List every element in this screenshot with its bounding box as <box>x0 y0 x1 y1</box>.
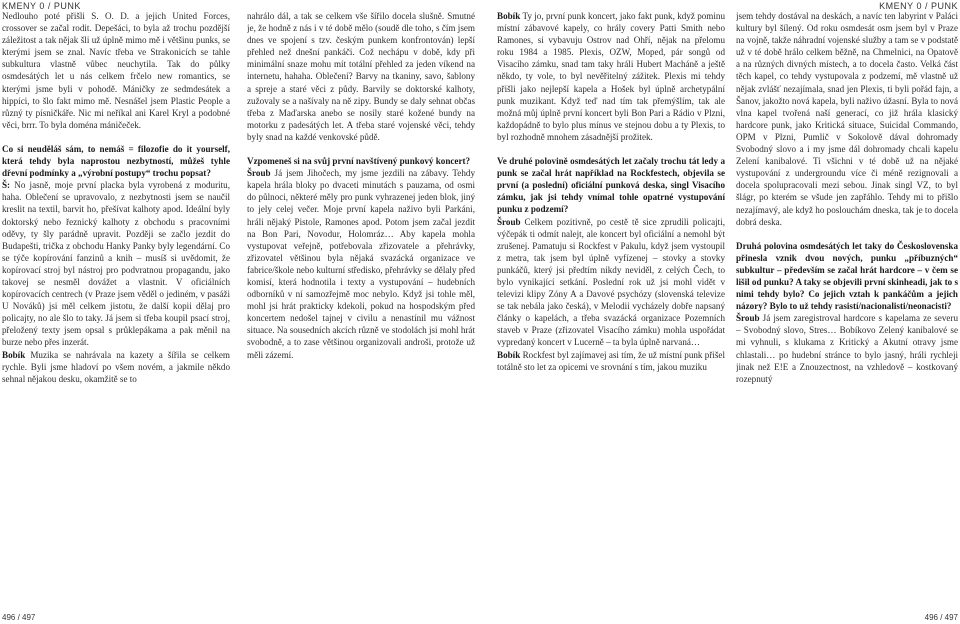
interview-question: Co si neuděláš sám, to nemáš = filozofie do it yourself, která tehdy byla naprostou nezbytností, můžeš tyhle dřevní podmínky a „výrobní postupy“ trochu popsat? <box>2 143 230 179</box>
speaker-name: Šroub <box>497 216 521 227</box>
interview-answer <box>2 179 230 348</box>
interview-answer <box>2 349 230 385</box>
answer-text: Já jsem zaregistroval hardcore s kapelama ze severu – Svobodný slovo, Stres… Bobíkovo Zelený kanibalové se mi vyhnuli, s klukama z Kritický a Akutní otravy jsme chlastali… po hudební stránce to bylo jasný, hráli rychleji jinak než E!E a Znouzectnost, na vzhledově – kostkovaný rozepnutý <box>736 313 958 384</box>
interview-question: Druhá polovina osmdesátých let taky do Československa přinesla vznik dvou nových, punku „příbuzných“ subkultur – především se začal hrát hardcore – v čem se lišil od punku? A taky se objevili první skinheadi, jak to s nimi tehdy bylo? Co jejich vztah k pankáčům a jejich názory? Bylo to už tehdy rasistí/nacionalisti/neonacisti? <box>736 240 958 312</box>
speaker-name: Bobík <box>497 11 521 21</box>
text-column-4 <box>736 10 958 602</box>
body-paragraph: jsem tehdy dostával na deskách, a navíc ten labyrint v Paláci kultury byl šílený. Od roku osmdesát osm jsem byl v Praze na vojně, takže náhradní vojenské služby a tam se v podstatě už v té době hrálo celkem běžně, na Chmelnici, na Opatově a na různých divných místech, a to docela často. Velká část těch kapel, co tehdy vystupovala z podzemí, mě vlastně už nějak zvlášť nezajímala, snad jen Plexis, ti byli pořád fajn, a Šanov, jakožto nová kapela, byli naživo úžasní. Byla to nová vlna kapel tvořená naší generací, co již hrála klasický hardcore punk, jako Kritická situace, Suicidal Commando, OPM v Plzni, Pumlič v Sokolově dával dohromady Svobodný slovo a i my jsme dál dohromady chcali kapelu Zelení kanibalové. Ti všichni v té době už na nějaké vystupování z undergroundu více či méně rezignovali a docela spolupracovali mezi sebou. Jinak singl VZ, to byl šlágr, po kterém se všude jen zapřáhlo. Tehdy mi to přišlo nezajímavý, ale když ho poslouchám dneska, tak je to docela dobrá deska. <box>736 11 958 227</box>
body-paragraph: nahrálo dál, a tak se celkem vše šířilo docela slušně. Smutné je, že hodně z nás i v té době mělo (soudě dle toho, s čím jsem dnes ve spojení s tzv. českým punkem konfrontován) lepší přehled než dnešní pankáči. Což nechápu v době, kdy při minimální snaze mohu mít totální přehled za jeden víkend na internetu, hahaha. Oblečení? Barvy na tkaniny, savo, šablony a spreje a staré věci z půdy. Barvily se doktorské kalhoty, zužovaly se a našívaly na ně zipy. Bundy se daly sehnat občas třeba z Maďarska anebo se nosily staré kožené bundy na motorku z padesátých let. A třeba staré vojenské věci, tehdy byly snad na každé venkovské půdě. <box>247 11 475 142</box>
page-number-right: 496 / 497 <box>924 613 958 622</box>
answer-text: Muzika se nahrávala na kazety a šířila se celkem rychle. Byli jsme hladoví po všem novém, a jakmile někdo sehnal nějakou desku, okamžitě se to <box>2 349 230 384</box>
interview-answer <box>497 216 725 349</box>
interview-answer <box>497 349 725 373</box>
running-header-left: KMENY 0 / PUNK <box>2 1 81 11</box>
text-column-3 <box>497 10 725 602</box>
answer-text: Já jsem Jihočech, my jsme jezdili na zábavy. Tehdy kapela hrála bloky po dvaceti minutách s pauzama, od osmi do půlnoci, některé měly pro punk vyhrazenej jeden blok, jiný to jely celej večer. Moje první kapela naživo byli Parkáni, hráli nějaký Pistole, Ramones apod. Potom jsem začal jezdit na Bon Pari, Novodur, Holomráz… Aby kapela mohla vystupovat veřejně, potřebovala zřizovatele a přehrávky, zřizovatel většinou byla nějaká svazácká organizace ve fabrice/škole nebo kulturní středisko, přehrávky se dělaly před komisí, která hodnotila i texty a vystupování – hudebních odborníků v ní samozřejmě moc nebylo. Když jsi tohle měl, mohl jsi hrát prakticky kdekoli, pokud na hospodským před koncertem nedošel tajnej v civilu a nenastínil mu vážnost situace. Na sousedních akcích různě ve stodolách jsi mohl hrát svobodně, a to zase většinou organizovali androši, protože už měli zázemí. <box>247 168 475 360</box>
answer-text: Rockfest byl zajímavej asi tím, že už místní punk přišel totálně sto let za opicemi ve srovnání s tím, jakou muziku <box>497 349 725 372</box>
answer-text: Celkem pozitivně, po cestě tě sice zprudili policajti, výčepák ti odmít nalejt, ale koncert byl oficiální a nemohl být zrušenej. Pamatuju si Rockfest v Pakulu, když jsem vystoupil z metra, tak jsem byl úplně vyfízenej – stovky a stovky punkáčů, který jsi předtím nikdy neviděl, z celých Čech, to bylo vynikající setkání. Poslední rok už jsi mohl vidět v televizi klipy Zóny A a Davové psychózy (slovenská televize se tak nebála jako česká), v Melodii vycházely dobře napsaný články o kapelách, a třeba svazácká organizace Pozemních staveb v Praze (zřizovatel Visacího zámku) mohla uspořádat vypredaný koncert v Lucerně – ta byla úplně narvaná… <box>497 216 725 348</box>
answer-text: No jasně, moje první placka byla vyrobená z moduritu, haha. Oblečení se upravovalo, z nezbytnosti jsem se naučil kreslit na textil, barvit ho, přešívat kalhoty apod. Ideální byly doktorský nebo řeznický kalhoty z obchodu s pracovními oděvy, ty šly parádně upravit. Později se začlo jezdit do Budapešti, trička z obchodu Hanky Panky byly legendární. Co se týče kopírování fanzinů a knih – musíš si uvědomit, že kopírovací stroj byl nástroj pro podvratnou propagandu, jako takovej se nesměl dovážet a vlastnit. V oficiálních kopírovacích centrech (v Praze jsem věděl o jediném, v pasáži U Nováků) jsi měl celkem jistotu, že další kopii dělaj pro policajty, no ale šlo to taky. Já jsem si třeba koupil psací stroj, přeložený texty jsem opsal s průklepákama a pak měnil na burze nebo přes inzerát. <box>2 180 230 348</box>
speaker-name: Bobík <box>497 349 521 360</box>
text-column-2 <box>247 10 475 602</box>
body-paragraph: Nedlouho poté přišli S. O. D. a jejich United Forces, crossover se začal rodit. Depešáci, to byla až trochu pozdější záležitost a tak nějak šli už úplně mimo mě i většinu punks, se kterými jsem se znal. Navíc třeba ve Strakonicích se tahle subkultura vlastně vůbec neuchytila. Tak do půlky osmdesátých let u nás celkem frčelo new romantics, se kterými jsme byli v pohodě. Máničky ze sedmdesátek a hippíci, to šlo fakt mimo mě. Nesnášel jsem Plastic People a různý ty písničkáře. Nic mi neříkal ani Karel Kryl a podobné věci, brrr. To byla doména máničeček. <box>2 11 230 130</box>
running-header-right: KMENY 0 / PUNK <box>879 1 958 11</box>
interview-question: Vzpomeneš si na svůj první navštívený punkový koncert? <box>247 156 471 167</box>
speaker-name: Š: <box>2 180 11 191</box>
interview-answer <box>497 10 725 143</box>
page-number-left: 496 / 497 <box>2 613 36 622</box>
answer-text: Ty jo, první punk koncert, jako fakt punk, když pominu místní zábavové kapely, co hrály covery Patti Smith nebo Ramones, si vybavuju Ostrov nad Ohří, nějak na přelomu roku 1984 a 1985. Plexis, OZW, Moped, pár songů od Visacího zámku, snad tam taky hráli Hubert Macháně a ještě někdo, ty vole, to byl nevěřitelný zážitek. Plexis mi tehdy přišli jako nejlepší kapela a Hošek byl úplně archetypální punk muzikant. Když teď nad tím tak přemýšlím, tak ale možná můj úplně první koncert byli Bon Pari a Rádio v Plzni, každopádně to bylo plus mínus ve stejnou dobu a ty Plexis, to byl rozhodně mnohem zásadnější prožitek. <box>497 11 725 142</box>
speaker-name: Bobík <box>2 349 26 360</box>
interview-question: Ve druhé polovině osmdesátých let začaly trochu tát ledy a punk se začal hrát například na Rockfestech, objevila se první (a poslední) oficiální punková deska, singl Visacího zámku, jak jsi tehdy vnímal tohle opatrné vystupování punku z podzemí? <box>497 156 725 215</box>
speaker-name: Šroub <box>247 168 271 179</box>
interview-answer <box>736 312 958 385</box>
text-column-1 <box>2 10 230 602</box>
speaker-name: Šroub <box>736 313 760 324</box>
interview-answer <box>247 167 475 361</box>
